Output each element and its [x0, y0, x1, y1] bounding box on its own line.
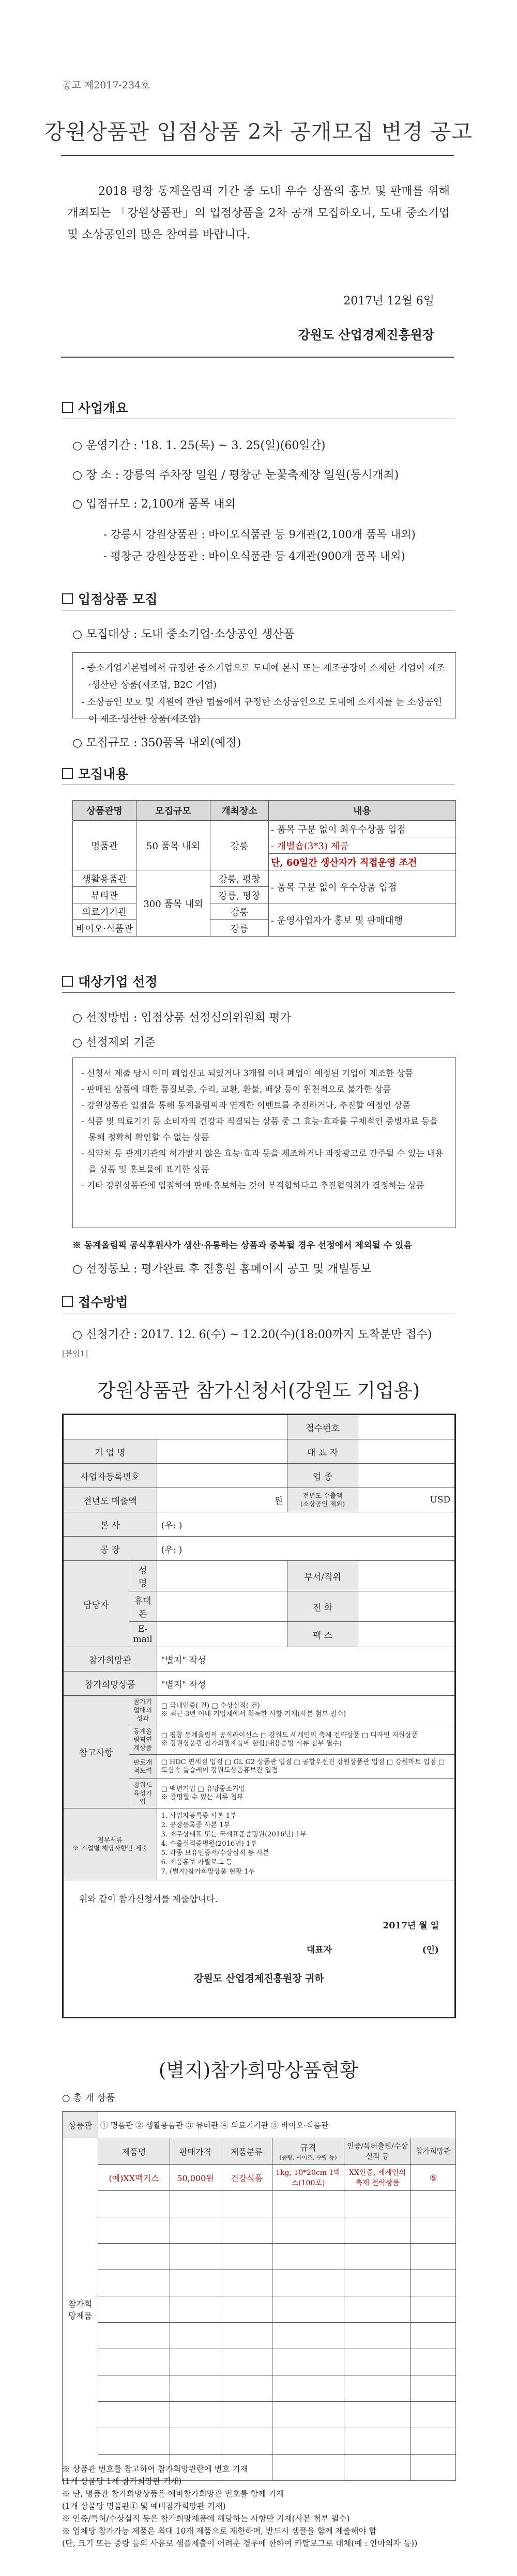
blank-cell	[157, 1415, 287, 1439]
table-row	[63, 1880, 455, 2018]
mobile-field[interactable]	[157, 1591, 287, 1622]
industry-field[interactable]	[358, 1464, 455, 1488]
cell[interactable]	[170, 2349, 221, 2375]
ceo-label: 대 표 자	[287, 1439, 358, 1464]
cell[interactable]	[98, 2270, 170, 2296]
table-header-row	[73, 801, 456, 821]
recruit-scale-text: 모집규모 : 350품목 내외(예정)	[86, 737, 241, 749]
note-line: - 강원상품관 입점을 통해 동계올림픽과 연계한 이벤트를 추진하거나, 추진할 예정인 상품	[81, 1100, 411, 1110]
product-label: 참가희망상품	[63, 1672, 157, 1696]
recruit-target: ○ 모집대상 : 도내 중소기업·소상공인 생산품	[72, 628, 295, 641]
cell[interactable]	[170, 2244, 221, 2270]
cell[interactable]	[411, 2428, 456, 2455]
selection-method-text: 선정방법 : 입점상품 선정심의위원회 평가	[86, 1011, 291, 1024]
section-heading: 입점상품 모집	[78, 592, 158, 607]
cert-options[interactable]	[157, 1696, 455, 1725]
cell[interactable]	[221, 2428, 272, 2455]
page-title: 강원상품관 입점상품 2차 공개모집 변경 공고	[44, 119, 473, 144]
cell[interactable]	[98, 2296, 170, 2323]
desc-cell: - 개별숍(3*3) 제공	[269, 837, 456, 854]
cell[interactable]	[272, 2217, 344, 2244]
doc-item: 5. 각종 보유인증서/수상실적 등 사본	[161, 1849, 269, 1857]
appendix-title: (별지)참가희망상품현황	[158, 2059, 359, 2081]
rep-label: 대표자	[307, 1945, 332, 1955]
submission-period-text: 신청기간 : 2017. 12. 6(수) ~ 12.20(수)(18:00까지 도착분만 접수)	[86, 1328, 432, 1341]
notice-number: 공고 제2017-234호	[62, 80, 150, 91]
olympic-label: 동계올림픽연계상품	[129, 1725, 157, 1755]
scale-cell: 50 품목 내외	[136, 821, 210, 870]
reference-label: 참고사항	[63, 1696, 129, 1808]
footnote: (단, 크기 또는 중량 등의 사유로 샘플제출이 어려운 경우에 한하여 카탈로그로 대체(예 : 안마의자 등))	[62, 2539, 418, 2548]
cell[interactable]	[221, 2217, 272, 2244]
example-row	[63, 2165, 456, 2191]
checkbox-icon	[62, 1296, 73, 1307]
cell[interactable]	[272, 2375, 344, 2402]
cell[interactable]	[272, 2296, 344, 2323]
form-addressee: 강원도 산업경제진흥원장 귀하	[194, 1973, 324, 1984]
overview-item: ○ 장 소 : 강릉역 주차장 일원 / 평창군 눈꽃축제장 일원(동시개최)	[72, 469, 399, 482]
brand-note: ※ 증명할 수 있는 서류 첨부	[161, 1793, 244, 1801]
company-label: 기 업 명	[63, 1439, 157, 1464]
selection-notify-text: 선정통보 : 평가완료 후 진흥원 홈페이지 공고 및 개별통보	[86, 1263, 372, 1276]
intro-paragraph: 2018 평창 동계올림픽 기간 중 도내 우수 상품의 홍보 및 판매를 위해 개최되는 「강원상품관」의 입점상품을 2차 공개 모집하오니, 도내 중소기업 및 소상공인의 많은 참여를 바랍니다.	[67, 185, 450, 241]
hall-options: ① 명품관 ② 생활용품관 ③ 뷰티관 ④ 의료기기관 ⑤ 바이오·식품관	[98, 2112, 456, 2138]
doc-item: 4. 수출실적증명원(2016년) 1부	[161, 1840, 257, 1848]
cell[interactable]	[221, 2349, 272, 2375]
section-heading: 사업개요	[78, 401, 128, 416]
table-row	[63, 2244, 456, 2270]
table-header: 모집규모	[136, 801, 210, 821]
channel-label: 판로개척노력	[129, 1755, 157, 1779]
docs-label-text: 첨부서류	[97, 1836, 123, 1844]
sign-date[interactable]: 2017년 월 일	[383, 1921, 439, 1931]
cell[interactable]	[344, 2375, 411, 2402]
section-heading: 접수방법	[78, 1295, 128, 1310]
note-line: - 신청서 제출 당시 이미 폐업신고 되었거나 3개월 이내 폐업이 예정된 기업이 제조한 상품	[81, 1068, 414, 1078]
cell[interactable]	[221, 2191, 272, 2217]
table-row	[63, 2191, 456, 2217]
cell[interactable]	[98, 2191, 170, 2217]
cell[interactable]	[98, 2244, 170, 2270]
cell[interactable]	[221, 2296, 272, 2323]
selection-criteria-text: 선정제외 기준	[86, 1036, 156, 1049]
hall-cell: 바이오·식품관	[73, 920, 136, 937]
selection-notify: ○ 선정통보 : 평가완료 후 진흥원 홈페이지 공고 및 개별통보	[72, 1263, 372, 1276]
hall-cell: 의료기기관	[73, 903, 136, 920]
doc-item: 3. 재무상태표 또는 국세표준증명원(2016년) 1부	[161, 1831, 307, 1838]
email-field[interactable]	[157, 1622, 287, 1647]
checkbox-icon	[62, 768, 73, 779]
overview-item: ○ 입점규모 : 2,100개 품목 내외	[72, 498, 236, 511]
table-header-row	[63, 2138, 456, 2165]
table-row	[63, 2112, 456, 2138]
footnotes	[62, 2463, 460, 2550]
industry-label: 업 종	[287, 1464, 358, 1488]
manager-label: 담당자	[63, 1561, 129, 1647]
section-overview	[62, 398, 128, 417]
cell[interactable]	[98, 2375, 170, 2402]
cell[interactable]	[272, 2191, 344, 2217]
example-hall: ⑤	[411, 2165, 456, 2191]
cell[interactable]	[411, 2217, 456, 2244]
docs-note: ※ 기업별 해당사항만 제출	[72, 1844, 148, 1852]
cell[interactable]	[221, 2402, 272, 2428]
cell[interactable]	[411, 2323, 456, 2349]
example-name: (예)XX맥기스	[98, 2165, 170, 2191]
bizno-label: 사업자등록번호	[63, 1464, 157, 1488]
cell[interactable]	[170, 2323, 221, 2349]
section-contents	[62, 764, 128, 783]
table-header: 제품분류	[221, 2138, 272, 2165]
cell[interactable]	[344, 2402, 411, 2428]
footnote: (1개 상품당 명품관① 및 예비참가희망관 기재)	[62, 2502, 226, 2511]
blank-cell	[129, 1415, 157, 1439]
dept-label: 부서/직위	[287, 1561, 358, 1591]
cell[interactable]	[221, 2270, 272, 2296]
note-line: - 판매된 상품에 대한 품질보증, 수리, 교환, 환불, 배상 등이 원천적으로 불가한 상품	[81, 1084, 391, 1094]
cell[interactable]	[344, 2296, 411, 2323]
table-row	[63, 1537, 455, 1561]
table-row	[73, 870, 456, 887]
hall-cell: 생활용품관	[73, 870, 136, 887]
doc-item: 7. (별지)참가희망상품 현황 1부	[161, 1868, 255, 1876]
table-header: 규격	[300, 2142, 316, 2153]
divider	[61, 155, 454, 156]
cell[interactable]	[344, 2428, 411, 2455]
factory-address-field[interactable]: (우: )	[157, 1537, 455, 1561]
example-cert: XX인증, 세계인의 축제 전략상품	[344, 2165, 411, 2191]
selection-method: ○ 선정방법 : 입점상품 선정심의위원회 평가	[72, 1011, 291, 1024]
hall-cell: 명품관	[73, 821, 136, 870]
cell[interactable]	[411, 2191, 456, 2217]
place-cell: 강릉, 평창	[210, 887, 269, 903]
scale-cell: 300 품목 내외	[136, 870, 210, 937]
product-field[interactable]: "별지" 작성	[157, 1672, 455, 1696]
cell[interactable]	[411, 2375, 456, 2402]
phone-label: 전 화	[287, 1591, 358, 1622]
sales-label: 전년도 매출액	[63, 1488, 157, 1512]
table-row	[63, 1415, 455, 1439]
place-cell: 강릉	[210, 821, 269, 870]
email-label: E-mail	[129, 1622, 157, 1647]
cell[interactable]	[344, 2244, 411, 2270]
overview-item: ○ 운영기간 : '18. 1. 25(목) ~ 3. 25(일)(60일간)	[72, 439, 326, 452]
overview-text: 입점규모 : 2,100개 품목 내외	[86, 498, 236, 511]
table-row	[63, 2428, 456, 2455]
cell[interactable]	[221, 2375, 272, 2402]
table-row	[63, 2217, 456, 2244]
contents-table	[72, 800, 456, 937]
receipt-number-label: 접수번호	[287, 1415, 358, 1439]
mobile-label: 휴대폰	[129, 1591, 157, 1622]
cell[interactable]	[170, 2428, 221, 2455]
hall-label: 참가희망관	[63, 1647, 157, 1672]
fax-field[interactable]	[358, 1622, 455, 1647]
footnote: ※ 업체당 참가가능 제품은 최대 10개 제품으로 제한하며, 반드시 샘플을 함께 제출해야 함	[62, 2526, 377, 2536]
issuer: 강원도 산업경제진흥원장	[298, 327, 434, 342]
spec-header	[272, 2138, 344, 2165]
place-cell: 강릉	[210, 920, 269, 937]
cell[interactable]	[272, 2323, 344, 2349]
cell[interactable]	[272, 2270, 344, 2296]
cert-label: 참가기업대외성과	[129, 1696, 157, 1725]
cell[interactable]	[344, 2217, 411, 2244]
application-form	[62, 1414, 456, 2018]
place-cell: 강릉, 평창	[210, 870, 269, 887]
brand-options-text[interactable]: □ 백년기업 □ 유망중소기업	[161, 1785, 246, 1793]
product-table	[62, 2111, 456, 2481]
form-title: 강원상품관 참가신청서(강원도 기업용)	[97, 1379, 420, 1402]
table-row	[63, 2349, 456, 2375]
recruit-notes	[72, 652, 456, 725]
table-header: 상품관명	[73, 801, 136, 821]
table-row	[63, 1561, 455, 1591]
cell[interactable]	[411, 2296, 456, 2323]
cell[interactable]	[98, 2428, 170, 2455]
signature-block	[63, 1880, 455, 2018]
table-row	[63, 1808, 455, 1880]
brand-label: 강원도육성기업	[129, 1779, 157, 1808]
cell[interactable]	[98, 2349, 170, 2375]
blank-cell	[63, 1415, 129, 1439]
docs-list	[157, 1808, 455, 1880]
table-row	[63, 1512, 455, 1537]
cell[interactable]	[170, 2270, 221, 2296]
table-header: 개최장소	[210, 801, 269, 821]
table-row	[63, 2375, 456, 2402]
cell[interactable]	[411, 2402, 456, 2428]
doc-item: 2. 공장등록증 사본 1부	[161, 1821, 231, 1829]
table-row	[63, 1696, 455, 1725]
name-label: 성 명	[129, 1561, 157, 1591]
fax-label: 팩 스	[287, 1622, 358, 1647]
section-heading: 대상기업 선정	[78, 974, 158, 989]
footnote: ※ 단, 명품관 참가희망상품은 예비참가희망관 번호를 함께 기재	[62, 2489, 284, 2498]
cell[interactable]	[170, 2402, 221, 2428]
table-row	[63, 1672, 455, 1696]
note-line: - 중소기업기본법에서 규정한 중소기업으로 도내에 본사 또는 제조공장이 소재한 기업이 제조·생산한 상품(제조업, B2C 기업)	[81, 663, 445, 691]
cell[interactable]	[344, 2270, 411, 2296]
desc-cell: - 품목 구분 없이 최우수상품 입점	[269, 821, 456, 837]
export-label-text: 전년도 수출액	[302, 1492, 343, 1499]
pledge-text: 위와 같이 참가신청서를 제출합니다.	[79, 1894, 218, 1905]
table-header: 참가희망관	[411, 2138, 456, 2165]
cert-options-text[interactable]: □ 국내인증( 건) □ 수상실적( 건)	[161, 1702, 260, 1710]
overview-text: 운영기간 : '18. 1. 25(목) ~ 3. 25(일)(60일간)	[86, 439, 326, 452]
cell[interactable]	[98, 2402, 170, 2428]
section-recruit	[62, 589, 158, 608]
notice-date: 2017년 12월 6일	[343, 295, 434, 308]
table-row	[63, 1488, 455, 1512]
phone-field[interactable]	[358, 1591, 455, 1622]
factory-label: 공 장	[63, 1537, 157, 1561]
cell[interactable]	[221, 2244, 272, 2270]
note-line: - 소상공인 보호 및 지원에 관한 법률에서 규정한 소상공인으로 도내에 소재지를 둔 소상공인이 제조·생산한 상품(제조업)	[81, 697, 443, 725]
table-row	[73, 821, 456, 837]
table-row	[63, 2323, 456, 2349]
cell[interactable]	[98, 2323, 170, 2349]
recruit-scale: ○ 모집규모 : 350품목 내외(예정)	[72, 737, 241, 749]
cell[interactable]	[170, 2296, 221, 2323]
spec-note: (중량, 사이즈, 수량 등)	[279, 2154, 337, 2161]
rep-line	[79, 1942, 439, 1955]
submission-period: ○ 신청기간 : 2017. 12. 6(수) ~ 12.20(수)(18:00까지 도착분만 접수)	[72, 1328, 432, 1341]
export-field[interactable]: USD	[358, 1488, 455, 1512]
cell[interactable]	[272, 2402, 344, 2428]
footnote: ※ 상품관 번호를 참고하여 참가희망관란에 번호 기재	[62, 2464, 248, 2474]
recruit-target-text: 모집대상 : 도내 중소기업·소상공인 생산품	[86, 628, 295, 641]
example-price: 50,000원	[170, 2165, 221, 2191]
olympic-note: ※ 강원상품관 참가희망제품에 한함(내용증빙 서류 첨부 필수)	[161, 1740, 342, 1747]
section-submission	[62, 1292, 128, 1311]
desc-cell: 단, 60일간 생산자가 직접운영 조건	[269, 854, 456, 870]
dept-field[interactable]	[358, 1561, 455, 1591]
footnote: ※ 인증/특허/수상실적 등은 참가희망제품에 해당하는 사항만 기재(사본 첨부 필수)	[62, 2514, 350, 2523]
overview-subitem: - 강릉시 강원상품관 : 바이오식품관 등 9개관(2,100개 품목 내외)	[103, 528, 416, 541]
checkbox-icon	[62, 976, 73, 987]
hq-label: 본 사	[63, 1512, 157, 1537]
sales-field[interactable]: 원	[157, 1488, 287, 1512]
section-selection	[62, 972, 158, 990]
attachment-label: [붙임1]	[62, 1349, 88, 1358]
cell[interactable]	[272, 2349, 344, 2375]
table-header: 내용	[269, 801, 456, 821]
receipt-number-field[interactable]	[358, 1415, 455, 1439]
cell[interactable]	[272, 2428, 344, 2455]
table-header: 인증/특허출원/수상실적 등	[344, 2138, 411, 2165]
channel-options[interactable]: □ HDC 면세점 입점 □ GL G2 상품관 입점 □ 공항우선진 강원상품관 입점 □ 강원마트 입점 □ 도심속 플습레이 강원도상품홍보관 입점	[157, 1755, 455, 1779]
hall-cell: 뷰티관	[73, 887, 136, 903]
cert-note: ※ 최근 3년 이내 기업체에서 획득한 사항 기재(사본 첨부 필수)	[161, 1710, 346, 1718]
seal-label: (인)	[422, 1945, 439, 1955]
selection-criteria: ○ 선정제외 기준	[72, 1036, 156, 1049]
table-row	[63, 1464, 455, 1488]
example-category: 건강식품	[221, 2165, 272, 2191]
table-header: 판매가격	[170, 2138, 221, 2165]
desc-cell: - 품목 구분 없이 우수상품 입점	[269, 870, 456, 903]
checkbox-icon	[62, 593, 73, 604]
export-label	[287, 1488, 358, 1512]
checkbox-icon	[62, 402, 73, 413]
ceo-field[interactable]	[358, 1439, 455, 1464]
table-row	[63, 2296, 456, 2323]
cell[interactable]	[272, 2244, 344, 2270]
name-field[interactable]	[157, 1561, 287, 1591]
cell[interactable]	[411, 2349, 456, 2375]
olympic-options[interactable]	[157, 1725, 455, 1755]
cell[interactable]	[221, 2323, 272, 2349]
place-cell: 강릉	[210, 903, 269, 920]
overview-subitem: - 평창군 강원상품관 : 바이오식품관 등 4개관(900개 품목 내외)	[103, 550, 405, 562]
olympic-options-text[interactable]: □ 평창 동계올림픽 공식라이선스 □ 강원도 세계인의 축제 전략상품 □ 디자인 지원상품	[161, 1731, 418, 1739]
cell[interactable]	[411, 2244, 456, 2270]
exclusion-notes	[72, 1057, 456, 1228]
cell[interactable]	[344, 2349, 411, 2375]
hall-header: 상품관	[63, 2112, 98, 2138]
example-spec: 1kg, 10*20cm 1박스(100포)	[272, 2165, 344, 2191]
table-row	[63, 1647, 455, 1672]
sponsor-warning: ※ 동계올림픽 공식후원사가 생산·유통하는 상품과 중복될 경우 선정에서 제외될 수 있음	[72, 1240, 412, 1251]
table-row	[63, 1439, 455, 1464]
doc-item: 1. 사업자등록증 사본 1부	[161, 1812, 237, 1820]
hq-address-field[interactable]: (우: )	[157, 1512, 455, 1537]
side-label: 참가희망제품	[63, 2138, 98, 2481]
section-heading: 모집내용	[78, 766, 128, 781]
divider	[61, 357, 454, 358]
note-line: - 기타 강원상품관에 입점하여 판매·홍보하는 것이 부적합하다고 추진협의회가 결정하는 상품	[81, 1180, 424, 1190]
cell[interactable]	[344, 2191, 411, 2217]
table-row	[63, 2270, 456, 2296]
desc-cell: - 운영사업자가 홍보 및 판매대행	[269, 903, 456, 937]
export-note: (소상공인 제외)	[300, 1500, 345, 1508]
cell[interactable]	[170, 2217, 221, 2244]
cell[interactable]	[344, 2323, 411, 2349]
overview-text: 장 소 : 강릉역 주차장 일원 / 평창군 눈꽃축제장 일원(동시개최)	[86, 469, 399, 482]
hall-field[interactable]: "별지" 작성	[157, 1647, 455, 1672]
doc-item: 6. 제품홍보 카탈로그 등	[161, 1859, 233, 1866]
cell[interactable]	[98, 2217, 170, 2244]
cell[interactable]	[170, 2191, 221, 2217]
company-field[interactable]	[157, 1439, 287, 1464]
footnote: (1개 상품당 1개 참가희망관 기재)	[62, 2477, 182, 2486]
brand-options[interactable]	[157, 1779, 455, 1808]
appendix-count: ○ 총 개 상품	[62, 2093, 115, 2104]
table-header: 제품명	[98, 2138, 170, 2165]
cell[interactable]	[411, 2270, 456, 2296]
note-line: - 식약처 등 관계기관의 허가받지 않은 효능·효과 등을 제조하거나 과장광고로 간주될 수 있는 내용을 상품 및 홍보물에 표기한 상품	[81, 1148, 444, 1174]
table-row	[63, 2402, 456, 2428]
cell[interactable]	[170, 2375, 221, 2402]
table-row	[73, 903, 456, 920]
bizno-field[interactable]	[157, 1464, 287, 1488]
docs-label	[63, 1808, 157, 1880]
note-line: - 식품 및 의료기기 등 소비자의 건강과 직결되는 상품 중 그 효능·효과를 구체적인 증빙자료 등을 통해 정확히 확인할 수 없는 상품	[81, 1116, 438, 1142]
